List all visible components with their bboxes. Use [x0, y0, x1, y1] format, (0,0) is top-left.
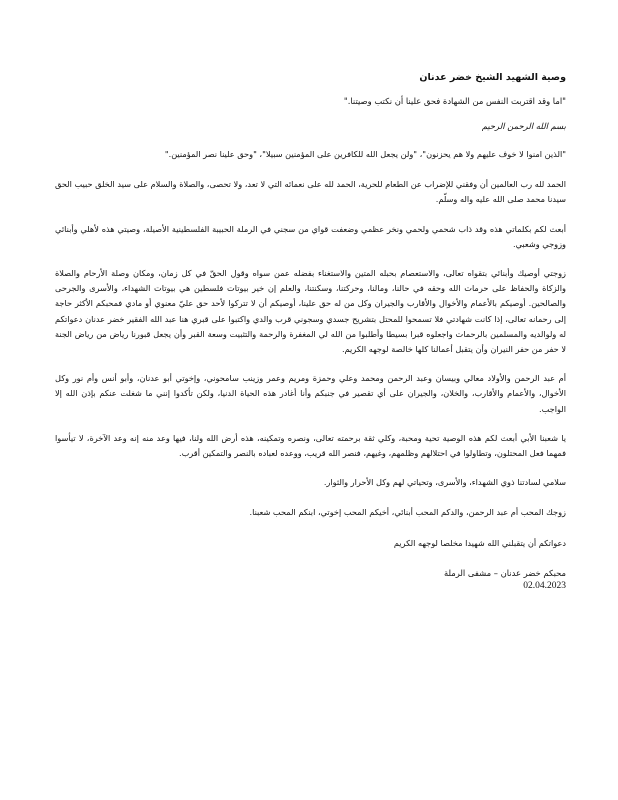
quran-verses-paragraph: "الذين امنوا لا خوف عليهم ولا هم يحزنون"، "ولن يجعل الله للكافرين على المؤمنين سبيلا"، "وحق علينا نصر المؤمنين.": [164, 149, 566, 159]
wife-will-paragraph: زوجتي أوصيك وأبنائي بتقواه تعالى، والاستعصام بحبله المتين والاستغناء بفضله عمن سواه وقول الحقّ في كل زمان، ومكان وصلة الأرحام والصلاة والزكاة والحفاظ على حرمات الله وحقه في حالنا، ومالنا، وحركتنا، وسكنتنا، والعلم إن خير بيوتات فلسطين هي بيوتات الشهداء، والأسرى والجرحى والصالحين. أوصيكم بالأعمام والأخوال والأقارب والجيران وكل من له حق علينا، أوصيكم أن لا تتركوا لأحد حق عليّ معنوي أو مادي فمحبكم الأكثر حاجة إلى رحمانه تعالى، إذا كانت شهادتي فلا تسمحوا للمحتل بتشريح جسدي وسجوني قرب والدي واكتبوا على قبري هنا عبد الله الفقير خضر عدنان دعواتكم له ولوالديه والمسلمين بالرحمات واجعلوه قبرا بسيطا وأطلبوا من الله لي المغفرة والرحمة والتثبيت وسعة القبر وأن يجعل قبورنا رياض من رياض الجنة لا حفر من حفر النيران وأن يتقبل أعمالنا كلها خالصة لوجهه الكريم.: [55, 268, 566, 355]
basmala: بسم الله الرحمن الرحيم: [481, 121, 566, 131]
people-paragraph: يا شعبنا الأبي أبعث لكم هذه الوصية تحية ومحبة، وكلي ثقة برحمته تعالى، ونصره وتمكينه، هذه أرض الله ولنا، فيها وعد منه إنه وعد الآخرة، لا تيأسوا فمهما فعل المحتلون، وتطاولوا في احتلالهم وظلمهم، وغيهم، فنصر الله قريب، ووعده لعباده بالنصر والتمكين أقرب.: [55, 432, 566, 459]
salutation-paragraph: سلامي لسادتنا ذوي الشهداء، والأسرى، وتحياتي لهم وكل الأحرار والثوار.: [323, 477, 566, 488]
family-paragraph: أم عبد الرحمن والأولاد معالي وبيسان وعبد الرحمن ومحمد وعلي وحمزة ومريم وعمر وزينب سامحوني، وإخوتي أبو عدنان، وأبو أنس وأم نور وكل الأخوال، والأعمام والأقارب، والخلان، والجيران على أي تقصير في جنبكم وأنا أغادر هذه الحياة الدنيا، ولكن تأكدوا إنني ما شغلت عنكم بإذن الله إلا الواجب.: [55, 373, 566, 414]
intro-quote: "اما وقد اقتربت النفس من الشهادة فحق علينا أن نكتب وصيتنا.": [343, 96, 566, 106]
loving-paragraph: زوجك المحب أم عبد الرحمن، والدكم المحب أبنائي، أخيكم المحب إخوتي، ابنكم المحب شعبنا.: [249, 507, 566, 518]
praise-paragraph: الحمد لله رب العالمين أن وفقني للإضراب عن الطعام للحرية، الحمد لله على نعمائه التي لا تعد، ولا تحصى، والصلاة والسلام على سيد الخلق حبيب الحق سيدنا محمد صلى الله عليه واله وسلّم.: [55, 179, 566, 205]
document-title: وصية الشهيد الشيخ خضر عدنان: [419, 72, 566, 83]
document-date: 02.04.2023: [523, 580, 566, 591]
signature: محبكم خضر عدنان – مشفى الرملة: [443, 567, 566, 578]
prayer-paragraph: دعواتكم أن يتقبلني الله شهيدا مخلصا لوجهه الكريم: [393, 537, 566, 548]
greeting-paragraph: أبعث لكم بكلماتي هذه وقد ذاب شحمي ولحمي ونخر عظمي وضعفت قواي من سجني في الرملة الحبيبة الفلسطينية الأصيلة، وصيتي هذه لأهلي وأبنائي وزوجي وشعبي.: [55, 223, 566, 249]
